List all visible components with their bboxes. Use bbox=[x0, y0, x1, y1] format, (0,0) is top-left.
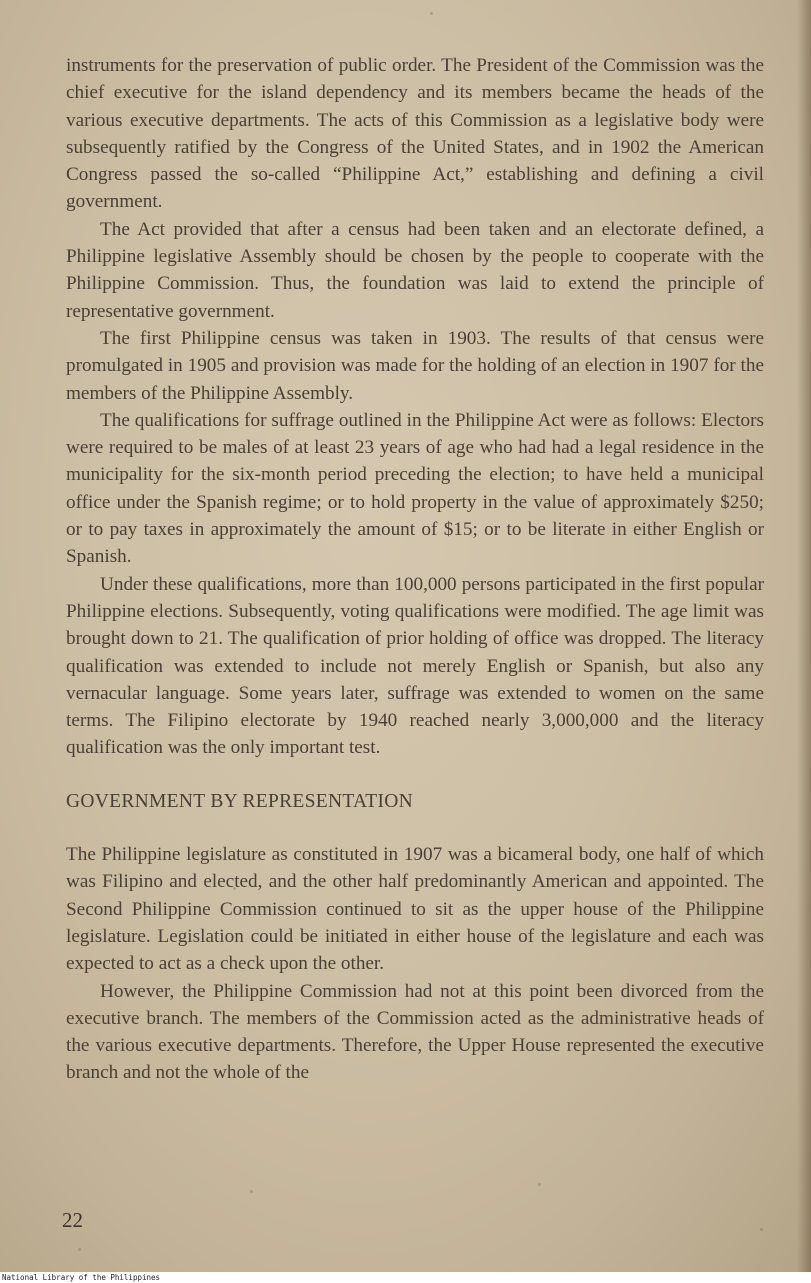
paragraph-5: Under these qualifications, more than 100,000 persons participated in the first popular Philippine elections. Subsequently, voting qualifications were modified. The age limit was brought down to 21. The qualification of prior holding of office was dropped. The literacy qualification was extended to include not merely English or Spanish, but also any vernacular language. Some years later, suffrage was extended to women on the same terms. The Filipino electorate by 1940 reached nearly 3,000,000 and the literacy qualification was the only important test. bbox=[66, 573, 764, 759]
section-heading: GOVERNMENT BY REPRESENTATION bbox=[66, 790, 414, 812]
paper-speck bbox=[430, 12, 433, 15]
paper-speck bbox=[760, 1228, 763, 1231]
library-credit: National Library of the Philippines bbox=[2, 1273, 161, 1282]
page-edge-shadow bbox=[797, 0, 811, 1272]
paragraph-6: The Philippine legislature as constituted in 1907 was a bicameral body, one half of which was Filipino and elected, and the other half predominantly American and appointed. The Second Philippine Commission continued to sit as the upper house of the Philippine legislature. Legislation could be initiated in either house of the legislature and each was expected to act as a check upon the other. bbox=[66, 844, 764, 975]
paper-speck bbox=[538, 1183, 541, 1186]
paper-speck bbox=[250, 1190, 253, 1193]
paragraph-4: The qualifications for suffrage outlined in the Philippine Act were as follows: Electors were required to be males of at least 23 years of age who had had a legal residence in the municipality for the six-month period preceding the election; to have held a municipal office under the Spanish regime; or to hold property in the value of approximately $250; or to pay taxes in approximately the amount of $15; or to be literate in either English or Spanish. bbox=[66, 409, 764, 568]
paragraph-7: However, the Philippine Commission had not at this point been divorced from the executive branch. The members of the Commission acted as the administrative heads of the various executive departments. Therefore, the Upper House represented the executive branch and not the whole of the bbox=[66, 980, 764, 1084]
body-text bbox=[66, 52, 764, 1087]
page-number: 22 bbox=[62, 1208, 83, 1232]
paragraph-3: The first Philippine census was taken in 1903. The results of that census were promulgated in 1905 and provision was made for the holding of an election in 1907 for the members of the Philippine Assembly. bbox=[66, 327, 764, 404]
paragraph-2: The Act provided that after a census had been taken and an electorate defined, a Philippine legislative Assembly should be chosen by the people to cooperate with the Philippine Commission. Thus, the foundation was laid to extend the principle of representative government. bbox=[66, 218, 764, 322]
paper-speck bbox=[78, 1248, 81, 1251]
paragraph-1: instruments for the preservation of public order. The President of the Commission was the chief executive for the island dependency and its members became the heads of the various executive departments. The acts of this Commission as a legislative body were subsequently ratified by the Congress of the United States, and in 1902 the American Congress passed the so-called “Philippine Act,” establishing and defining a civil government. bbox=[66, 55, 764, 213]
